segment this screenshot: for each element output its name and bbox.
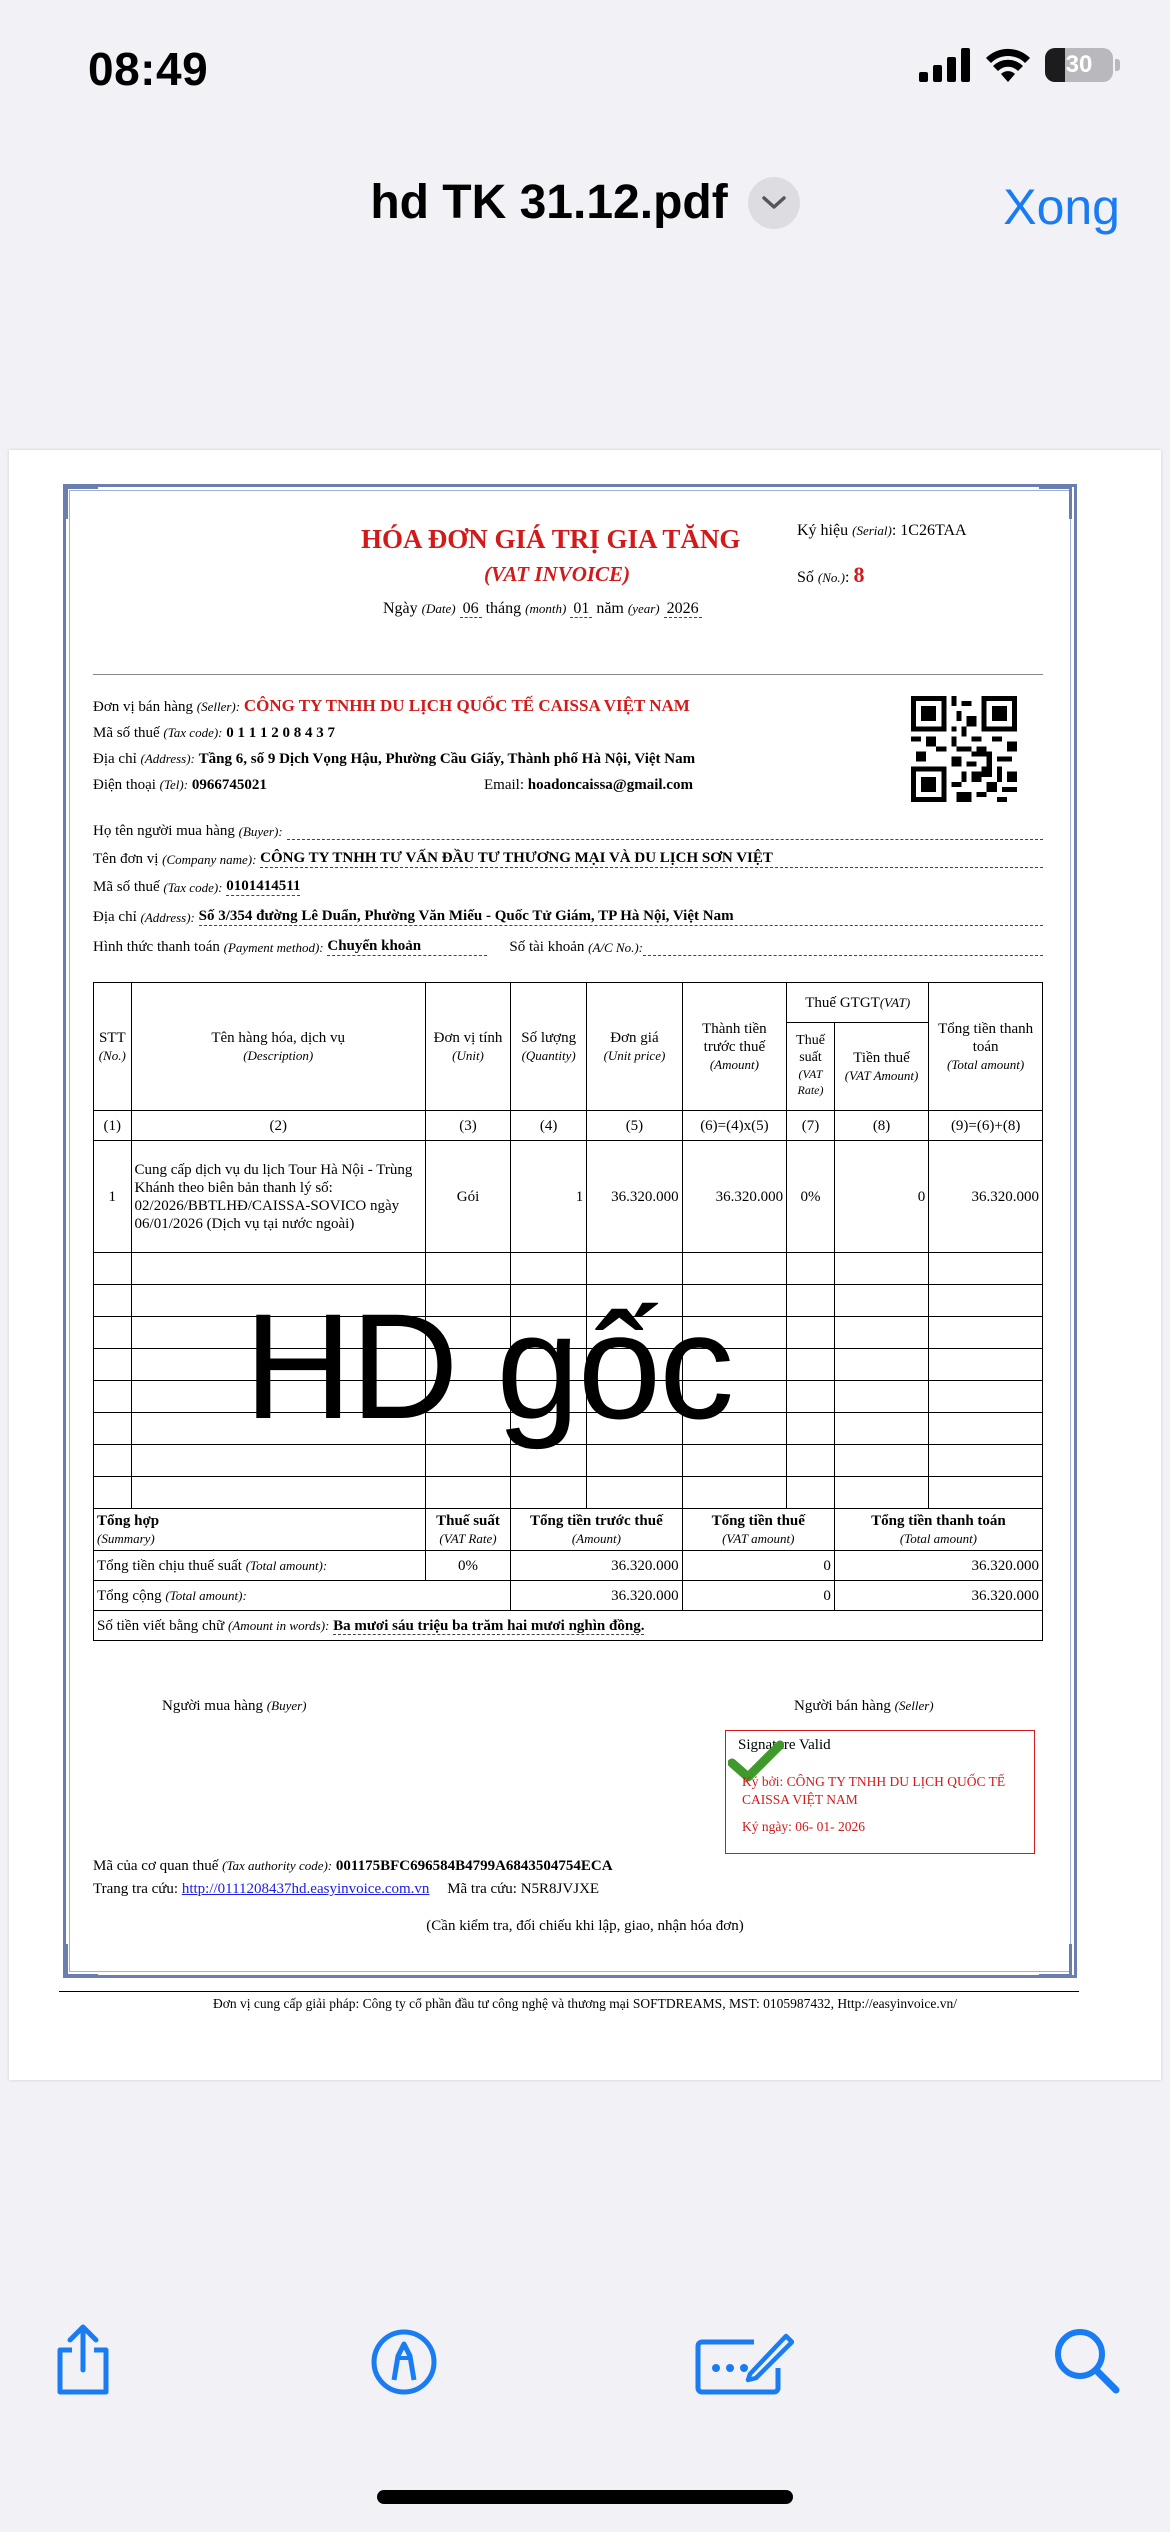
payment-method-line: Hình thức thanh toán (Payment method): Chuyển khoản Số tài khoản (A/C No.): xyxy=(93,928,1043,956)
border-corner-ornament xyxy=(65,1944,98,1977)
border-corner-ornament xyxy=(1039,486,1072,519)
signature-signer: Ký bởi: CÔNG TY TNHH DU LỊCH QUỐC TẾ CAISSA VIỆT NAM xyxy=(742,1774,1006,1808)
buyer-address-line: Địa chỉ (Address): Số 3/354 đường Lê Duẩn, Phường Văn Miếu - Quốc Tử Giám, TP Hà Nội, Việt Nam xyxy=(93,898,1043,926)
buyer-name-line: Họ tên người mua hàng (Buyer): xyxy=(93,812,1043,840)
chevron-down-icon xyxy=(762,196,786,210)
footer-divider xyxy=(59,1991,1079,1992)
table-header-row xyxy=(94,983,1043,1023)
header-quantity: Số lượng (Quantity) xyxy=(511,983,587,1111)
title-menu-button[interactable] xyxy=(748,177,800,229)
summary-header-row: Tổng hợp (Summary) Thuế suất (VAT Rate) Tổng tiền trước thuế (Amount) Tổng tiền thuế (VAT amount) Tổng tiền thanh toán (Total amount) xyxy=(94,1509,1043,1551)
check-note: (Cần kiểm tra, đối chiếu khi lập, giao, nhận hóa đơn) xyxy=(426,1918,744,1934)
handwritten-watermark: HD gốc xyxy=(244,1282,733,1450)
markup-icon[interactable] xyxy=(370,2328,438,2396)
header-amount: Thành tiền trước thuế (Amount) xyxy=(682,983,787,1111)
header-total: Tổng tiền thanh toán (Total amount) xyxy=(929,983,1043,1111)
digital-signature-box[interactable] xyxy=(725,1730,1035,1854)
seller-tel-line: Điện thoại (Tel): 0966745021 xyxy=(93,777,267,793)
invoice-date: Ngày (Date) 06 tháng (month) 01 năm (year) 2026 xyxy=(383,600,702,618)
invoice-number-line: Số (No.): 8 xyxy=(797,562,865,587)
header-unit-price: Đơn giá (Unit price) xyxy=(587,983,682,1111)
search-icon[interactable] xyxy=(1052,2326,1122,2396)
table-row: 1 Cung cấp dịch vụ du lịch Tour Hà Nội - Trùng Khánh theo biên bản thanh lý số: 02/2026/BBTLHĐ/CAISSA-SOVICO ngày 06/01/2026 (Dịch vụ tại nước ngoài) Gói 1 36.320.000 36.320.000 0% 0 36.320.000 xyxy=(94,1141,1043,1253)
home-indicator[interactable] xyxy=(377,2490,793,2504)
wifi-icon xyxy=(985,48,1031,82)
status-icons xyxy=(919,48,1120,82)
document-title[interactable] xyxy=(0,175,1170,230)
border-corner-ornament xyxy=(65,486,98,519)
column-number-row: (1) (2) (3) (4) (5) (6)=(4)x(5) (7) (8) (9)=(6)+(8) xyxy=(94,1111,1043,1141)
signature-icon[interactable] xyxy=(694,2328,794,2396)
buyer-signature-label: Người mua hàng (Buyer) xyxy=(162,1698,307,1714)
header-description: Tên hàng hóa, dịch vụ (Description) xyxy=(131,983,425,1111)
share-icon[interactable] xyxy=(52,2324,114,2396)
header-vat-amount: Tiền thuế (VAT Amount) xyxy=(834,1023,928,1111)
battery-level: 30 xyxy=(1065,51,1093,78)
lookup-link[interactable]: http://0111208437hd.easyinvoice.com.vn xyxy=(181,1881,430,1897)
solution-provider-footer: Đơn vị cung cấp giải pháp: Công ty cổ phần đầu tư công nghệ và thương mại SOFTDREAMS, MST: 0105987432, Http://easyinvoice.vn/ xyxy=(212,1996,958,2011)
divider xyxy=(93,674,1043,675)
qr-code-icon[interactable] xyxy=(911,696,1017,802)
seller-tax-line: Mã số thuế (Tax code): 0 1 1 1 2 0 8 4 3 7 xyxy=(93,725,336,741)
empty-row xyxy=(94,1477,1043,1509)
seller-name: CÔNG TY TNHH DU LỊCH QUỐC TẾ CAISSA VIỆT NAM xyxy=(243,696,690,715)
document-title-text: hd TK 31.12.pdf xyxy=(370,176,728,229)
header-vat-group: Thuế GTGT(VAT) xyxy=(787,983,929,1023)
done-button[interactable]: Xong xyxy=(1003,179,1120,235)
lookup-line: Trang tra cứu: http://0111208437hd.easyinvoice.com.vn Mã tra cứu: N5R8JVJXE xyxy=(93,1881,600,1897)
header-unit: Đơn vị tính (Unit) xyxy=(425,983,510,1111)
tax-authority-code-line: Mã của cơ quan thuế (Tax authority code): 001175BFC696584B4799A6843504754ECA xyxy=(93,1858,613,1874)
battery-icon xyxy=(1045,48,1113,82)
invoice-subtitle: (VAT INVOICE) xyxy=(484,562,631,586)
seller-address-line: Địa chỉ (Address): Tầng 6, số 9 Dịch Vọng Hậu, Phường Cầu Giấy, Thành phố Hà Nội, Việt Nam xyxy=(93,751,696,767)
amount-in-words-row: Số tiền viết bằng chữ (Amount in words): Ba mươi sáu triệu ba trăm hai mươi nghìn đồng. xyxy=(94,1611,1043,1641)
summary-row: Tổng tiền chịu thuế suất (Total amount): 0% 36.320.000 0 36.320.000 xyxy=(94,1551,1043,1581)
signature-date: Ký ngày: 06- 01- 2026 xyxy=(742,1819,865,1834)
seller-email-line: Email: hoadoncaissa@gmail.com xyxy=(484,777,693,793)
seller-name-line: Đơn vị bán hàng (Seller): CÔNG TY TNHH DU LỊCH QUỐC TẾ CAISSA VIỆT NAM xyxy=(93,696,690,715)
header-stt: STT (No.) xyxy=(94,983,132,1111)
seller-signature-label: Người bán hàng (Seller) xyxy=(794,1698,934,1714)
summary-row: Tổng cộng (Total amount): 36.320.000 0 36.320.000 xyxy=(94,1581,1043,1611)
status-time: 08:49 xyxy=(88,43,209,95)
border-corner-ornament xyxy=(1039,1944,1072,1977)
header-vat-rate: Thuế suất (VAT Rate) xyxy=(787,1023,835,1111)
cellular-signal-icon xyxy=(919,48,971,82)
invoice-number: 8 xyxy=(853,562,865,587)
invoice-title: HÓA ĐƠN GIÁ TRỊ GIA TĂNG xyxy=(361,524,741,554)
buyer-company-line: Tên đơn vị (Company name): CÔNG TY TNHH TƯ VẤN ĐẦU TƯ THƯƠNG MẠI VÀ DU LỊCH SƠN VIỆT xyxy=(93,840,1043,868)
buyer-tax-line: Mã số thuế (Tax code): 0101414511 xyxy=(93,878,301,895)
signature-status: Signature Valid xyxy=(738,1737,831,1753)
serial-line: Ký hiệu (Serial): 1C26TAA xyxy=(797,522,967,539)
pdf-page[interactable] xyxy=(9,450,1161,2080)
